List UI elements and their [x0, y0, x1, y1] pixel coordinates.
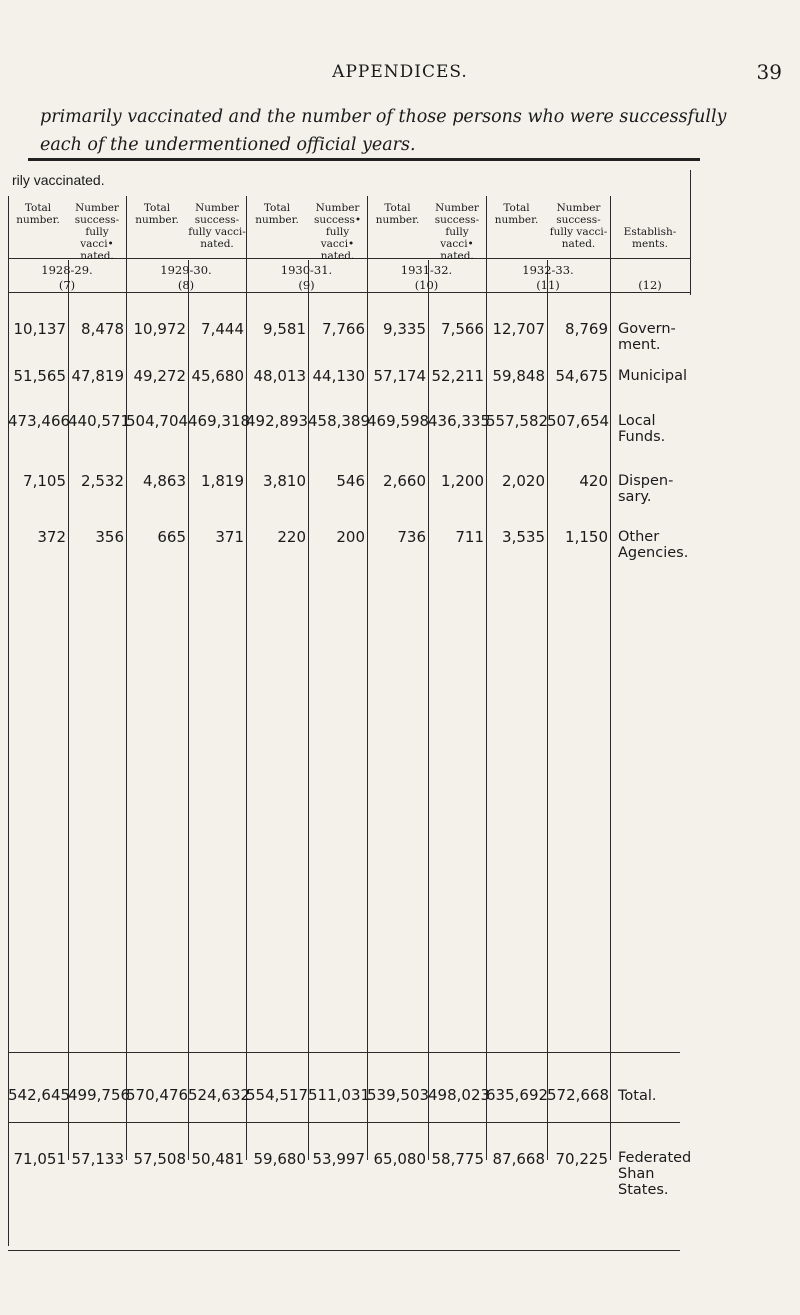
- col-header: Total number.: [494, 202, 539, 226]
- cell-value: 48,013: [253, 367, 306, 385]
- col-header: Total number.: [135, 202, 179, 226]
- cell-value: 2,532: [81, 472, 124, 490]
- cell-value: 2,020: [502, 472, 545, 490]
- cell-value: 49,272: [133, 367, 186, 385]
- col-header: Total number.: [375, 202, 420, 226]
- cell-value: 45,680: [191, 367, 244, 385]
- total-value: 539,503: [367, 1086, 430, 1104]
- column-divider: [367, 196, 368, 1160]
- cell-value: 3,535: [502, 528, 545, 546]
- running-title: APPENDICES.: [332, 62, 468, 82]
- column-divider: [68, 260, 69, 1160]
- year-label: 1929-30.: [160, 263, 212, 277]
- year-rule: [8, 292, 690, 293]
- cell-value: 546: [336, 472, 365, 490]
- cell-value: 57,174: [373, 367, 426, 385]
- year-label: 1931-32.: [400, 263, 453, 277]
- table-bottom-rule: [8, 1250, 680, 1251]
- federated-value: 87,668: [492, 1150, 545, 1168]
- cell-value: 356: [95, 528, 124, 546]
- cell-value: 504,704: [126, 412, 189, 430]
- year-column-number: (8): [177, 278, 195, 292]
- federated-value: 50,481: [191, 1150, 244, 1168]
- column-divider: [610, 196, 611, 1160]
- total-value: 635,692: [486, 1086, 549, 1104]
- cell-value: 220: [277, 528, 306, 546]
- total-value: 572,668: [547, 1086, 610, 1104]
- total-value: 570,476: [126, 1086, 189, 1104]
- total-bottom-rule: [8, 1122, 680, 1123]
- column-divider: [547, 260, 548, 1160]
- cell-value: 371: [215, 528, 244, 546]
- federated-value: 70,225: [555, 1150, 608, 1168]
- establishment-label: Other Agencies.: [618, 529, 689, 561]
- cell-value: 436,335: [428, 412, 491, 430]
- federated-value: 57,133: [71, 1150, 124, 1168]
- cell-value: 440,571: [68, 412, 131, 430]
- cell-value: 492,893: [246, 412, 309, 430]
- cell-value: 507,654: [547, 412, 610, 430]
- cell-value: 665: [157, 528, 186, 546]
- column-divider: [486, 196, 487, 1160]
- col-header: Total number.: [16, 202, 60, 226]
- cell-value: 12,707: [492, 320, 545, 338]
- establishment-label: Govern- ment.: [618, 321, 676, 353]
- year-column-number: (7): [58, 278, 76, 292]
- total-value: 542,645: [8, 1086, 71, 1104]
- year-label: 1930-31.: [280, 263, 333, 277]
- cell-value: 3,810: [263, 472, 306, 490]
- col-header: Establish- ments.: [623, 226, 677, 250]
- federated-value: 53,997: [312, 1150, 365, 1168]
- cell-value: 44,130: [312, 367, 365, 385]
- cell-value: 47,819: [71, 367, 124, 385]
- cell-value: 420: [579, 472, 608, 490]
- column-divider: [246, 196, 247, 1160]
- year-label: 1928-29.: [41, 263, 93, 277]
- cell-value: 8,478: [81, 320, 124, 338]
- cell-value: 52,211: [431, 367, 484, 385]
- federated-label: Federated Shan States.: [618, 1150, 692, 1198]
- cell-value: 2,660: [383, 472, 426, 490]
- subtitle-line-2: each of the undermentioned official years.: [40, 135, 416, 155]
- total-value: 524,632: [188, 1086, 251, 1104]
- cell-value: 7,105: [23, 472, 66, 490]
- total-value: 511,031: [308, 1086, 371, 1104]
- cell-value: 736: [397, 528, 426, 546]
- cell-value: 711: [455, 528, 484, 546]
- cell-value: 9,581: [263, 320, 306, 338]
- establishment-label: Dispen- sary.: [618, 473, 674, 505]
- year-column-number: (10): [414, 278, 439, 292]
- col-header: Number success- fully vacci• nated.: [74, 202, 120, 262]
- cell-value: 469,598: [367, 412, 430, 430]
- cell-value: 372: [37, 528, 66, 546]
- column-divider: [126, 196, 127, 1160]
- total-value: 554,517: [246, 1086, 309, 1104]
- cell-value: 200: [336, 528, 365, 546]
- year-column-number: (11): [536, 278, 560, 292]
- table-right-border: [690, 170, 691, 295]
- cell-value: 7,566: [441, 320, 484, 338]
- column-divider: [188, 260, 189, 1160]
- establishment-label: Municipal: [618, 368, 688, 384]
- cell-value: 54,675: [555, 367, 608, 385]
- col-header: Number success- fully vacci• nated.: [434, 202, 480, 262]
- federated-value: 65,080: [373, 1150, 426, 1168]
- cell-value: 1,150: [565, 528, 608, 546]
- cell-value: 51,565: [13, 367, 66, 385]
- cell-value: 7,766: [322, 320, 365, 338]
- cell-value: 1,819: [201, 472, 244, 490]
- federated-value: 57,508: [133, 1150, 186, 1168]
- est-column-number: (12): [638, 278, 662, 292]
- cell-value: 458,389: [308, 412, 371, 430]
- establishment-label: Local Funds.: [618, 413, 666, 445]
- cell-value: 557,582: [486, 412, 549, 430]
- column-divider: [428, 260, 429, 1160]
- cell-value: 473,466: [8, 412, 71, 430]
- column-divider: [308, 260, 309, 1160]
- total-top-rule: [8, 1052, 680, 1053]
- col-header: Number success• fully vacci• nated.: [313, 202, 362, 262]
- total-label: Total.: [618, 1088, 657, 1104]
- federated-value: 59,680: [253, 1150, 306, 1168]
- total-value: 499,756: [68, 1086, 131, 1104]
- cell-value: 4,863: [143, 472, 186, 490]
- cell-value: 9,335: [383, 320, 426, 338]
- federated-value: 58,775: [431, 1150, 484, 1168]
- cell-value: 10,137: [13, 320, 66, 338]
- year-label: 1932-33.: [522, 263, 574, 277]
- year-column-number: (9): [298, 278, 315, 292]
- cell-value: 59,848: [492, 367, 545, 385]
- total-value: 498,023: [428, 1086, 491, 1104]
- page-number: 39: [756, 60, 782, 84]
- cell-value: 8,769: [565, 320, 608, 338]
- federated-value: 71,051: [13, 1150, 66, 1168]
- cell-value: 469,318: [188, 412, 251, 430]
- cell-value: 10,972: [133, 320, 186, 338]
- cell-value: 7,444: [201, 320, 244, 338]
- cell-value: 1,200: [441, 472, 484, 490]
- subtitle-line-1: primarily vaccinated and the number of those persons who were successfully: [40, 107, 727, 127]
- col-header: Total number.: [255, 202, 299, 226]
- section-label: rily vaccinated.: [12, 172, 105, 188]
- col-header: Number success- fully vacci- nated.: [549, 202, 608, 250]
- col-header: Number success- fully vacci- nated.: [188, 202, 246, 250]
